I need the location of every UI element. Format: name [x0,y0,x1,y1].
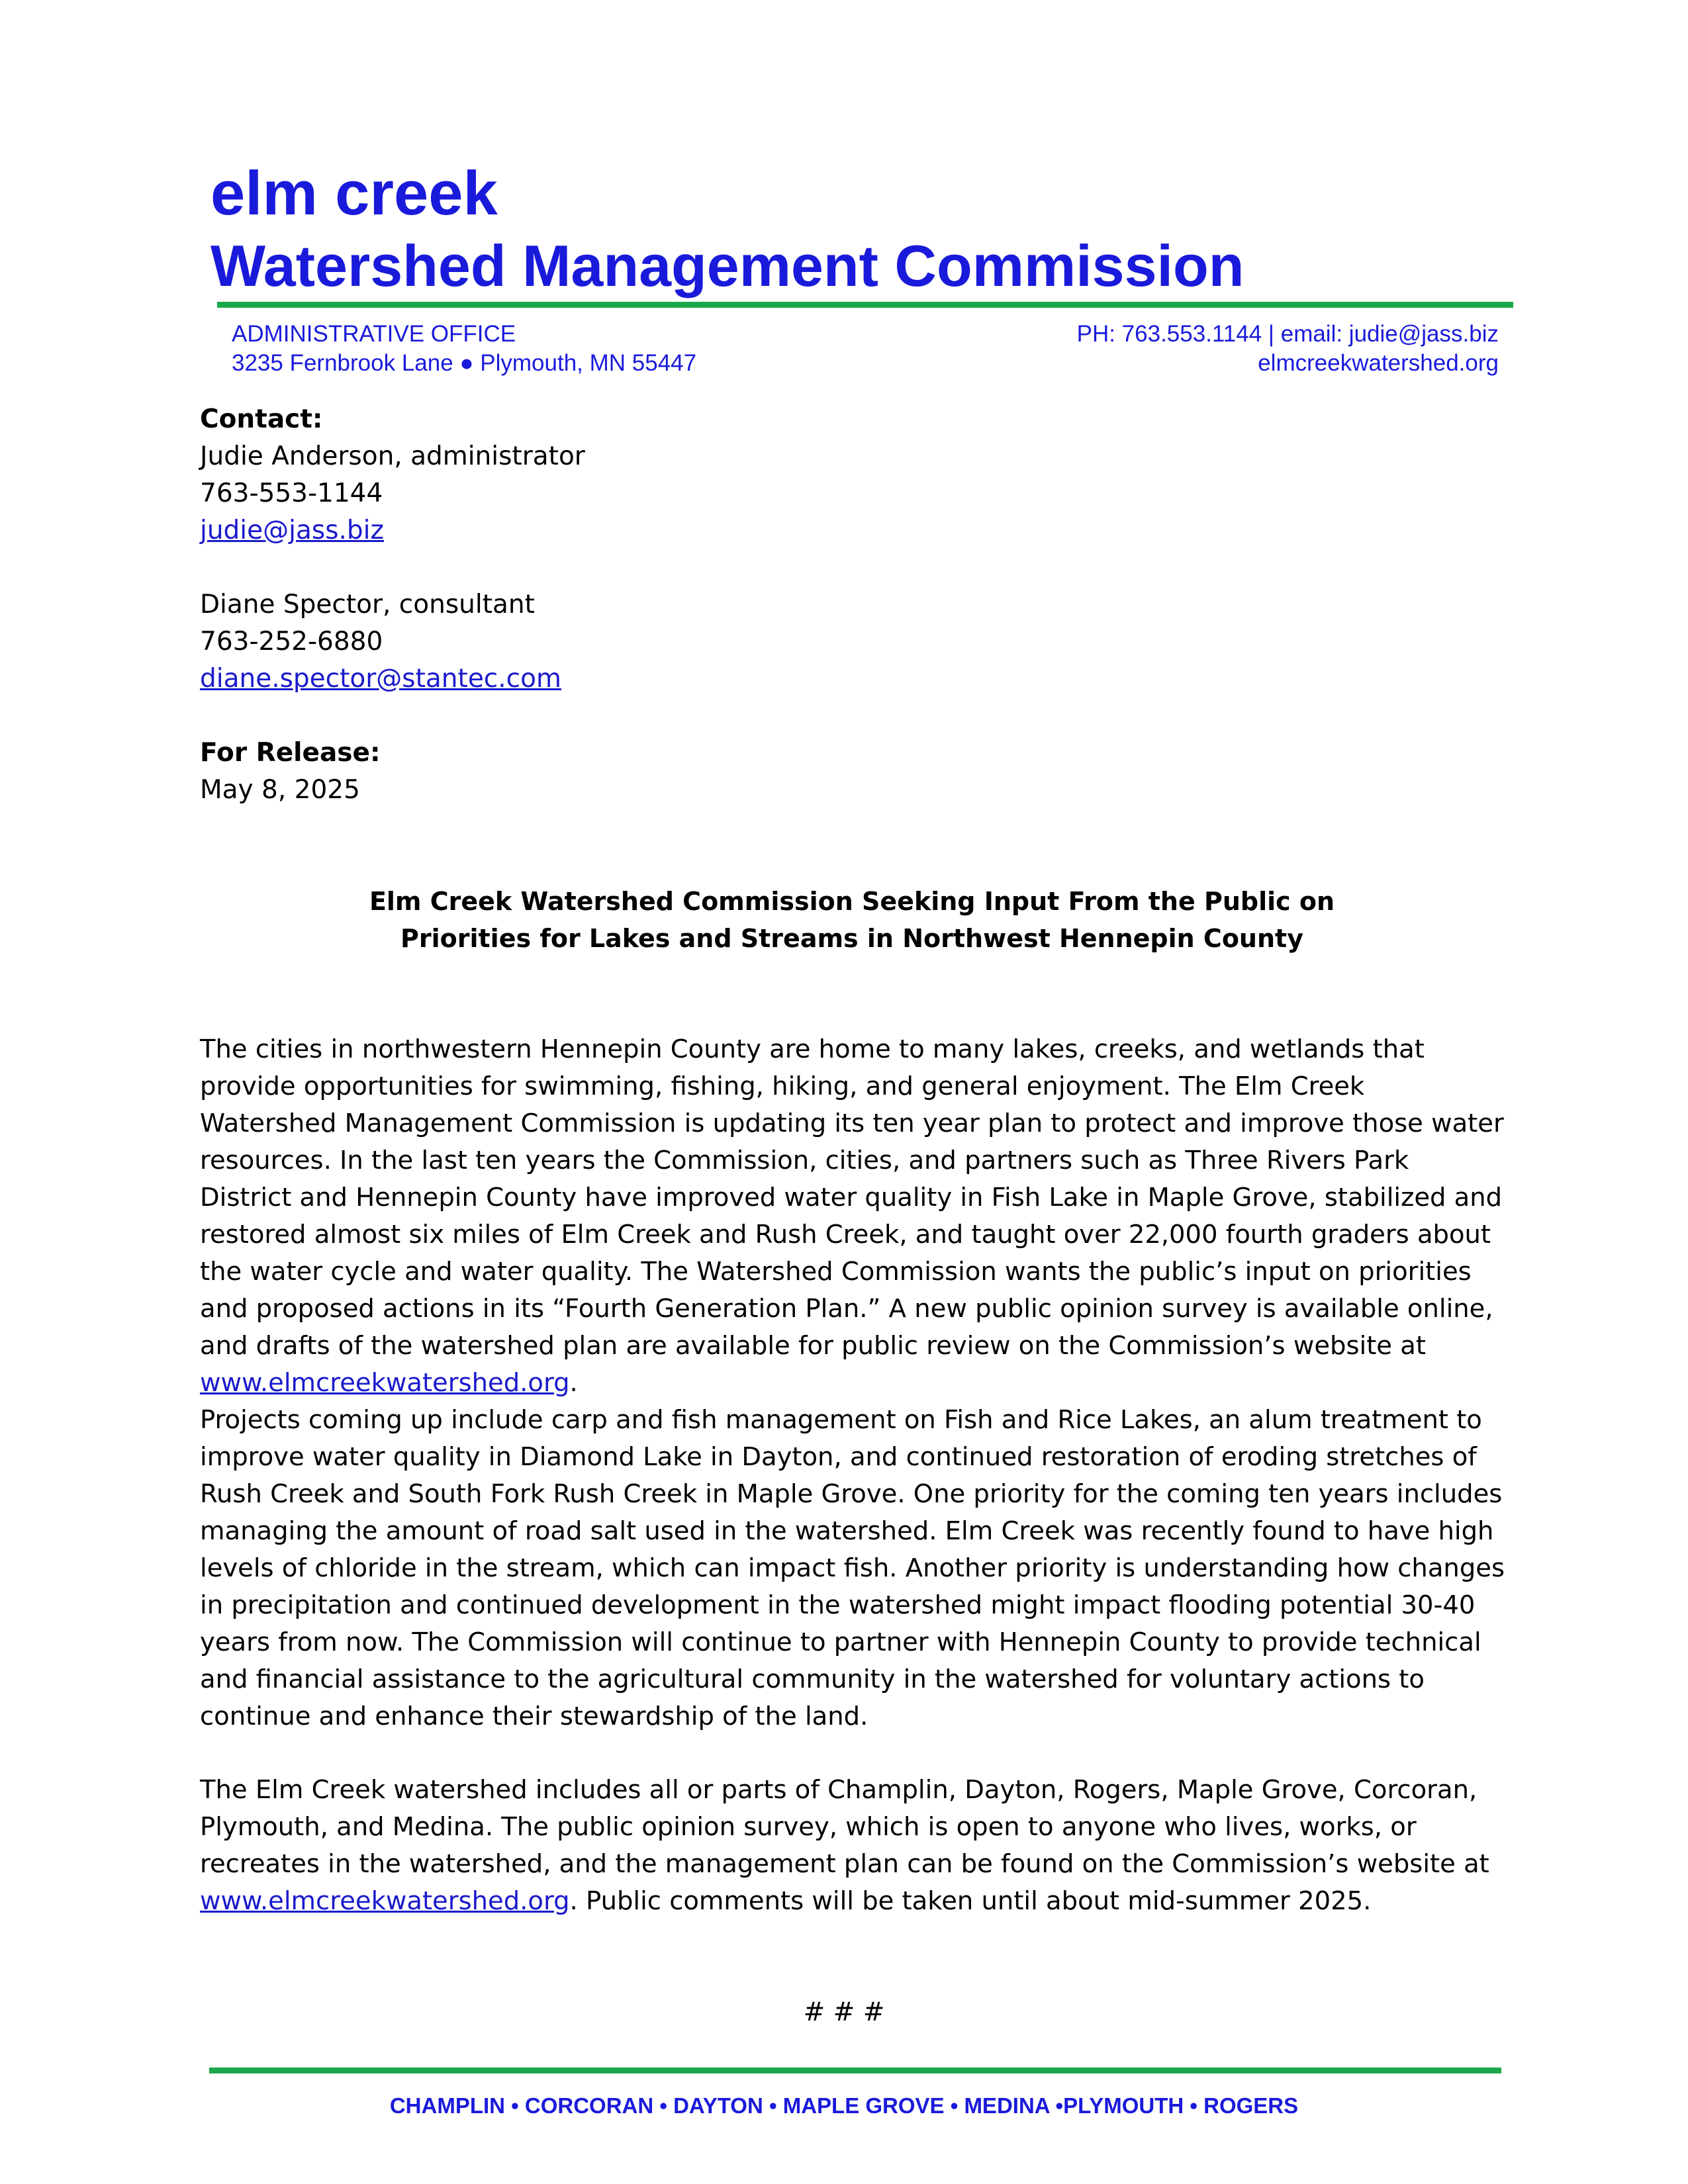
org-name-line1: elm creek [211,158,498,228]
body-paragraph-3 [200,1772,1505,1920]
para3-text: The Elm Creek watershed includes all or parts of Champlin, Dayton, Rogers, Maple Grove, Corcoran, Plymouth, and Medina. The public opinion survey, which is open to anyone who lives, works, or recreates in the watershed, and the management plan can be found on the Commission’s website at [200,1775,1489,1879]
headline-line2: Priorities for Lakes and Streams in Northwest Hennepin County [400,924,1303,953]
office-address-block [232,320,696,378]
org-name-line2: Watershed Management Commission [211,233,1244,298]
release-date: May 8, 2025 [200,775,360,805]
letterhead-divider [217,302,1513,308]
headline-line1: Elm Creek Watershed Commission Seeking Input From the Public on [369,887,1335,916]
contact-primary-email-link[interactable]: judie@jass.biz [200,516,384,545]
office-phone-email: PH: 763.553.1144 | email: judie@jass.biz [1076,321,1499,347]
contact-secondary-email-link[interactable]: diane.spector@stantec.com [200,664,561,694]
release-heading: For Release: [200,738,381,768]
para1-text: The cities in northwestern Hennepin County are home to many lakes, creeks, and wetlands that provide opportunities for swimming, fishing, hiking, and general enjoyment. The Elm Creek Watershed Management Commission is updating its ten year plan to protect and improve those water resources. In the last ten years the Commission, cities, and partners such as Three Rivers Park District and Hennepin County have improved water quality in Fish Lake in Maple Grove, stabilized and restored almost six miles of Elm Creek and Rush Creek, and taught over 22,000 fourth graders about the water cycle and water quality. The Watershed Commission wants the public’s input on priorities and proposed actions in its “Fourth Generation Plan.” A new public opinion survey is available online, and drafts of the watershed plan are available for public review on the Commission’s website at [200,1034,1504,1361]
footer-member-cities: CHAMPLIN • CORCORAN • DAYTON • MAPLE GROVE • MEDINA •PLYMOUTH • ROGERS [389,2093,1299,2118]
contact-secondary-name: Diane Spector, consultant [200,590,535,619]
body-paragraph-1 [200,1031,1505,1402]
footer-divider [209,2068,1501,2073]
contact-secondary-phone: 763-252-6880 [200,627,383,657]
contact-primary-name: Judie Anderson, administrator [200,441,585,471]
contact-section [200,401,862,809]
office-label: ADMINISTRATIVE OFFICE [232,321,516,347]
para3-end: . Public comments will be taken until about mid-summer 2025. [569,1886,1372,1916]
office-website: elmcreekwatershed.org [1258,350,1499,376]
para1-end: . [569,1368,578,1398]
contact-primary-phone: 763-553-1144 [200,478,383,508]
end-mark: # # # [803,1997,885,2027]
contact-heading: Contact: [200,404,323,434]
press-release-headline [200,883,1504,957]
body-paragraph-2 [200,1402,1505,1735]
office-street-address: 3235 Fernbrook Lane ● Plymouth, MN 55447 [232,350,697,376]
office-contact-block [1077,320,1499,378]
para2-text: Projects coming up include carp and fish management on Fish and Rice Lakes, an alum treatment to improve water quality in Diamond Lake in Dayton, and continued restoration of eroding stretches of Rush Creek and South Fork Rush Creek in Maple Grove. One priority for the coming ten years includes managing the amount of road salt used in the watershed. Elm Creek was recently found to have high levels of chloride in the stream, which can impact fish. Another priority is understanding how changes in precipitation and continued development in the watershed might impact flooding potential 30-40 years from now. The Commission will continue to partner with Hennepin County to provide technical and financial assistance to the agricultural community in the watershed for voluntary actions to continue and enhance their stewardship of the land. [200,1405,1505,1731]
para3-website-link[interactable]: www.elmcreekwatershed.org [200,1886,570,1916]
para1-website-link[interactable]: www.elmcreekwatershed.org [200,1368,570,1398]
